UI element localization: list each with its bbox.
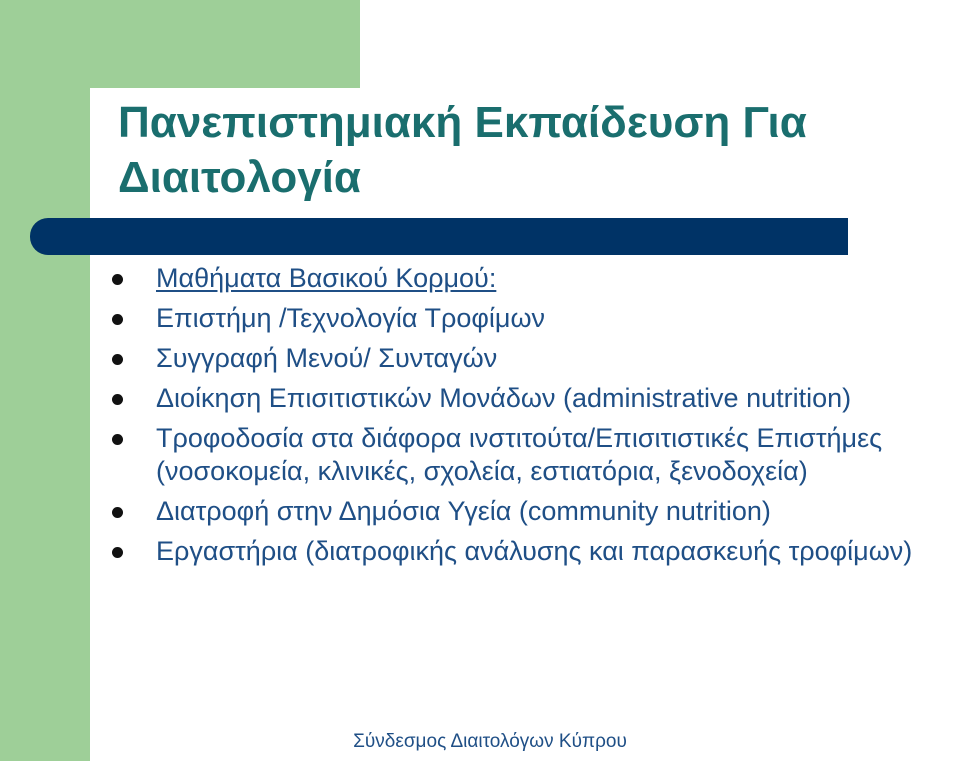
bullet-text: Διατροφή στην Δημόσια Υγεία (community nutrition) — [156, 496, 771, 526]
bullet-dot-icon — [112, 354, 123, 365]
title-divider-bar — [30, 218, 848, 255]
bullet-text: Εργαστήρια (διατροφικής ανάλυσης και παρασκευής τροφίμων) — [156, 536, 913, 566]
bullet-item-food-science — [108, 302, 953, 335]
bullet-dot-icon — [112, 547, 123, 558]
bullet-list — [108, 262, 953, 575]
bullet-item-core-courses — [108, 262, 953, 295]
bullet-text: Τροφοδοσία στα διάφορα ινστιτούτα/Επισιτιστικές Επιστήμες (νοσοκομεία, κλινικές, σχολεία, εστιατόρια, ξενοδοχεία) — [156, 423, 883, 486]
bullet-text: Επιστήμη /Τεχνολογία Τροφίμων — [156, 303, 546, 333]
bullet-text-link[interactable]: Μαθήματα Βασικού Κορμού: — [156, 263, 497, 293]
bullet-item-laboratories — [108, 535, 953, 568]
green-frame-left — [0, 0, 90, 761]
bullet-dot-icon — [112, 274, 123, 285]
bullet-dot-icon — [112, 507, 123, 518]
bullet-text: Διοίκηση Επισιτιστικών Μονάδων (administrative nutrition) — [156, 383, 852, 413]
green-frame-top — [0, 0, 360, 88]
slide-title-line-1: Πανεπιστημιακή Εκπαίδευση Για — [118, 98, 807, 147]
bullet-dot-icon — [112, 314, 123, 325]
bullet-item-menu-writing — [108, 342, 953, 375]
bullet-item-administration — [108, 382, 953, 415]
bullet-text: Συγγραφή Μενού/ Συνταγών — [156, 343, 498, 373]
slide-footer: Σύνδεσμος Διαιτολόγων Κύπρου — [353, 731, 627, 752]
bullet-dot-icon — [112, 434, 123, 445]
bullet-item-catering — [108, 422, 953, 488]
bullet-item-public-health — [108, 495, 953, 528]
bullet-dot-icon — [112, 394, 123, 405]
slide-title-line-2: Διαιτολογία — [118, 153, 361, 202]
slide-title — [118, 95, 938, 205]
